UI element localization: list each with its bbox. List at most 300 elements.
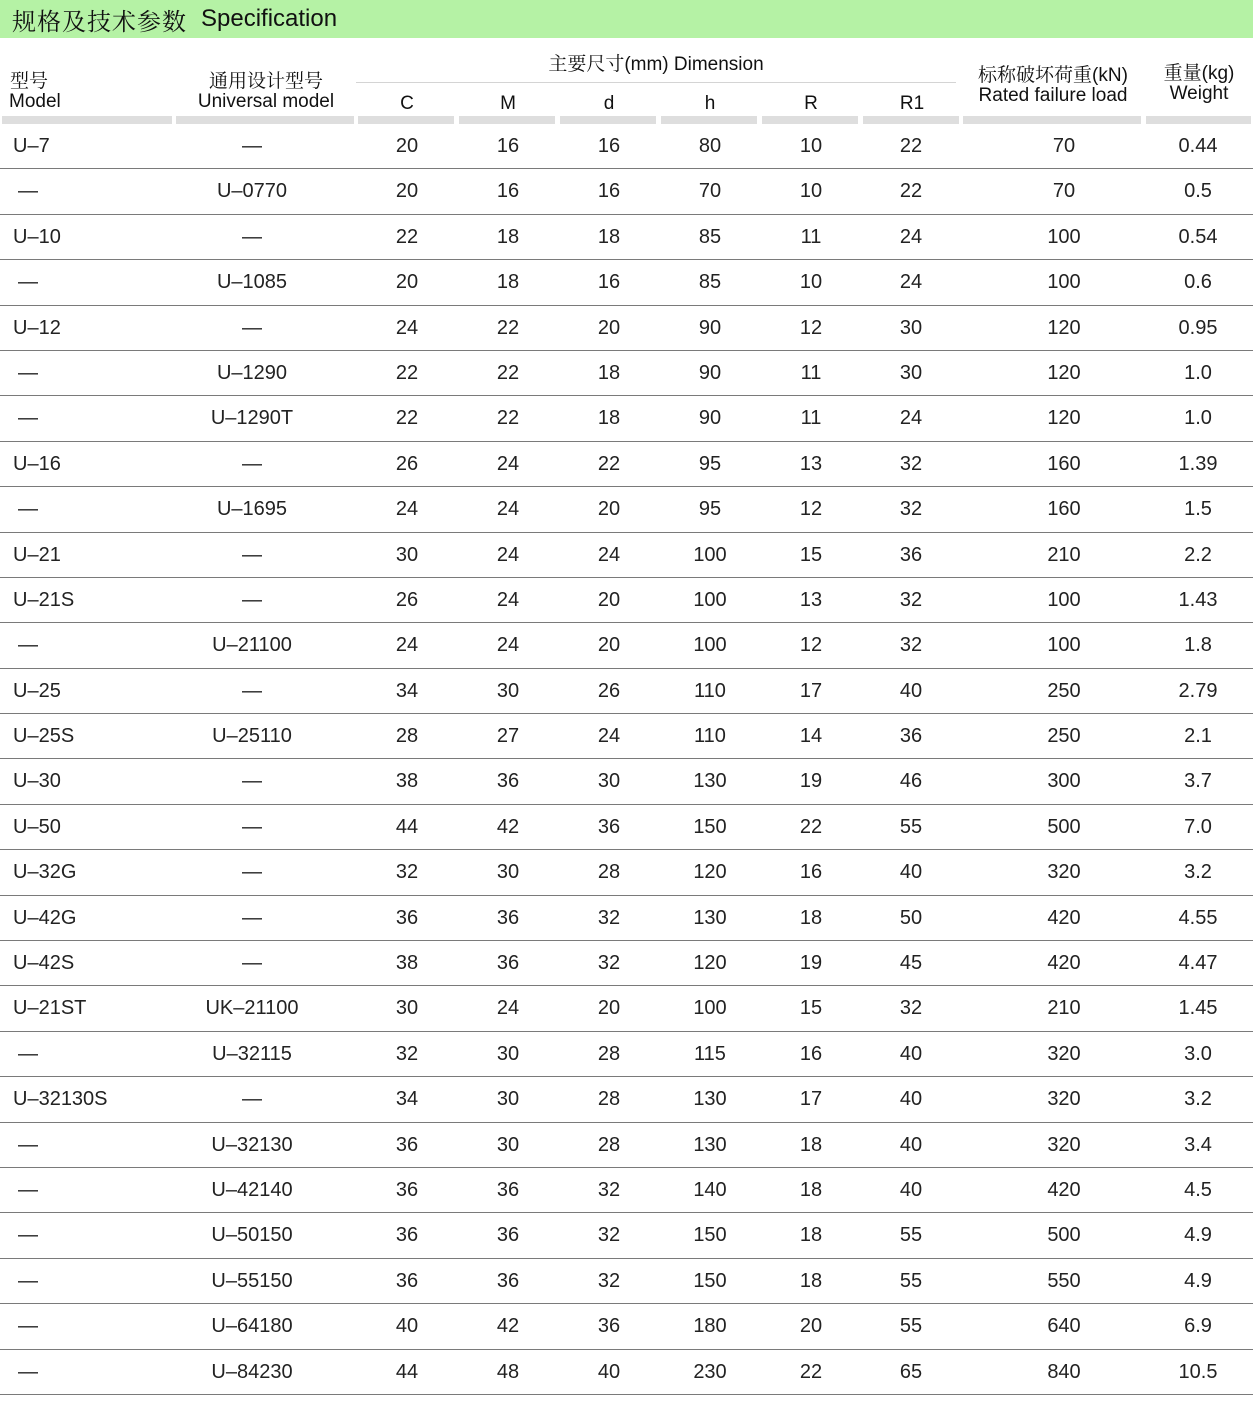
cell-r1: 32 bbox=[899, 997, 923, 1020]
cell-d: 16 bbox=[597, 271, 621, 294]
cell-load: 160 bbox=[1047, 452, 1081, 475]
header-dimension: 主要尺寸(mm) Dimension bbox=[548, 54, 764, 75]
cell-c: 24 bbox=[395, 634, 419, 657]
cell-weight: 3.0 bbox=[1184, 1042, 1212, 1065]
cell-r1: 32 bbox=[899, 634, 923, 657]
cell-h: 80 bbox=[698, 135, 722, 157]
cell-m: 30 bbox=[496, 1088, 520, 1111]
table-row bbox=[0, 1304, 1253, 1349]
cell-d: 40 bbox=[597, 1360, 621, 1383]
cell-d: 28 bbox=[597, 1088, 621, 1111]
cell-r: 22 bbox=[799, 815, 823, 838]
cell-r: 11 bbox=[800, 225, 822, 248]
cell-r: 15 bbox=[799, 543, 823, 566]
cell-weight: 3.2 bbox=[1184, 1088, 1212, 1111]
header-col-c: C bbox=[400, 93, 414, 114]
cell-r: 10 bbox=[799, 180, 823, 203]
cell-m: 30 bbox=[496, 861, 520, 884]
cell-d: 32 bbox=[597, 1178, 621, 1201]
cell-weight: 0.95 bbox=[1178, 316, 1218, 339]
cell-h: 90 bbox=[698, 361, 722, 384]
cell-d: 22 bbox=[597, 452, 621, 475]
cell-r: 18 bbox=[799, 1224, 823, 1247]
table-row bbox=[0, 169, 1253, 214]
cell-h: 120 bbox=[693, 952, 727, 975]
cell-model: U–32G bbox=[13, 861, 77, 884]
header-col-m: M bbox=[500, 93, 516, 114]
cell-h: 115 bbox=[694, 1042, 726, 1065]
cell-load: 100 bbox=[1047, 271, 1081, 294]
cell-r1: 22 bbox=[899, 135, 923, 157]
dimension-divider bbox=[356, 82, 956, 83]
cell-d: 18 bbox=[597, 407, 621, 430]
cell-d: 36 bbox=[597, 1315, 621, 1338]
table-row bbox=[0, 442, 1253, 487]
cell-c: 20 bbox=[395, 135, 419, 157]
cell-r1: 55 bbox=[899, 1269, 923, 1292]
cell-model: U–12 bbox=[13, 316, 61, 339]
cell-model: — bbox=[18, 1042, 38, 1065]
cell-model: — bbox=[18, 1315, 38, 1338]
table-row bbox=[0, 124, 1253, 169]
cell-r1: 45 bbox=[899, 952, 923, 975]
cell-m: 30 bbox=[496, 1133, 520, 1156]
cell-m: 22 bbox=[496, 316, 520, 339]
header-col-d: d bbox=[603, 93, 615, 114]
cell-m: 36 bbox=[496, 1178, 520, 1201]
cell-r1: 24 bbox=[899, 225, 923, 248]
cell-r1: 40 bbox=[899, 1042, 923, 1065]
cell-c: 36 bbox=[395, 906, 419, 929]
cell-h: 110 bbox=[694, 725, 726, 748]
cell-m: 36 bbox=[496, 952, 520, 975]
cell-load: 320 bbox=[1047, 1133, 1081, 1156]
cell-d: 16 bbox=[597, 180, 621, 203]
cell-r: 10 bbox=[799, 271, 823, 294]
header-weight-en: Weight bbox=[1169, 83, 1229, 104]
cell-m: 36 bbox=[496, 1224, 520, 1247]
cell-load: 420 bbox=[1047, 906, 1081, 929]
cell-d: 18 bbox=[597, 225, 621, 248]
cell-load: 500 bbox=[1047, 1224, 1081, 1247]
cell-load: 210 bbox=[1047, 997, 1081, 1020]
cell-r: 14 bbox=[799, 725, 823, 748]
cell-c: 36 bbox=[395, 1224, 419, 1247]
header-separator bbox=[762, 116, 858, 124]
cell-model: U–21S bbox=[13, 588, 75, 611]
cell-load: 320 bbox=[1047, 1088, 1081, 1111]
cell-h: 130 bbox=[693, 906, 727, 929]
cell-c: 22 bbox=[395, 225, 419, 248]
header-col-r: R bbox=[804, 93, 818, 114]
cell-r: 20 bbox=[799, 1315, 823, 1338]
cell-d: 20 bbox=[597, 997, 621, 1020]
cell-weight: 1.8 bbox=[1184, 634, 1212, 657]
cell-load: 100 bbox=[1047, 634, 1081, 657]
cell-weight: 0.44 bbox=[1178, 135, 1218, 157]
page-title-cn: 规格及技术参数 bbox=[12, 8, 187, 36]
cell-r1: 32 bbox=[899, 588, 923, 611]
cell-r1: 40 bbox=[899, 1088, 923, 1111]
cell-weight: 0.6 bbox=[1184, 271, 1212, 294]
cell-m: 22 bbox=[496, 407, 520, 430]
cell-model: U–16 bbox=[13, 452, 61, 475]
table-row bbox=[0, 215, 1253, 260]
cell-h: 130 bbox=[693, 770, 727, 793]
table-row bbox=[0, 941, 1253, 986]
cell-model: U–10 bbox=[13, 225, 61, 248]
header-separator bbox=[560, 116, 656, 124]
cell-h: 180 bbox=[693, 1315, 727, 1338]
cell-m: 42 bbox=[496, 815, 520, 838]
cell-weight: 0.54 bbox=[1178, 225, 1218, 248]
table-row bbox=[0, 805, 1253, 850]
header-weight-cn: 重量(kg) bbox=[1163, 63, 1235, 84]
cell-r: 17 bbox=[799, 1088, 823, 1111]
cell-h: 120 bbox=[693, 861, 727, 884]
cell-weight: 2.79 bbox=[1178, 679, 1218, 702]
cell-r1: 24 bbox=[899, 407, 923, 430]
cell-weight: 2.2 bbox=[1184, 543, 1212, 566]
cell-load: 320 bbox=[1047, 1042, 1081, 1065]
cell-c: 38 bbox=[395, 952, 419, 975]
cell-load: 840 bbox=[1047, 1360, 1081, 1383]
cell-r1: 24 bbox=[899, 271, 923, 294]
cell-h: 100 bbox=[693, 997, 727, 1020]
cell-universal-model: U–50150 bbox=[211, 1224, 293, 1247]
cell-weight: 4.55 bbox=[1178, 906, 1218, 929]
cell-m: 16 bbox=[496, 135, 520, 157]
header-separator bbox=[661, 116, 757, 124]
cell-universal-model: — bbox=[242, 588, 262, 611]
cell-r: 18 bbox=[799, 906, 823, 929]
header-separator bbox=[1146, 116, 1251, 124]
cell-universal-model: U–32130 bbox=[211, 1133, 293, 1156]
cell-model: — bbox=[18, 634, 38, 657]
cell-weight: 4.5 bbox=[1184, 1178, 1212, 1201]
table-row bbox=[0, 533, 1253, 578]
table-row bbox=[0, 714, 1253, 759]
cell-weight: 1.39 bbox=[1178, 452, 1218, 475]
cell-universal-model: U–84230 bbox=[211, 1360, 293, 1383]
cell-r1: 40 bbox=[899, 1133, 923, 1156]
cell-universal-model: U–64180 bbox=[211, 1315, 293, 1338]
cell-c: 34 bbox=[395, 679, 419, 702]
cell-m: 48 bbox=[496, 1360, 520, 1383]
cell-h: 230 bbox=[693, 1360, 727, 1383]
cell-weight: 3.7 bbox=[1184, 770, 1212, 793]
cell-h: 150 bbox=[693, 1269, 727, 1292]
cell-load: 320 bbox=[1047, 861, 1081, 884]
cell-r1: 40 bbox=[899, 861, 923, 884]
cell-c: 20 bbox=[395, 271, 419, 294]
cell-weight: 3.4 bbox=[1184, 1133, 1212, 1156]
cell-model: — bbox=[18, 407, 38, 430]
cell-c: 24 bbox=[395, 316, 419, 339]
cell-m: 36 bbox=[496, 906, 520, 929]
cell-d: 20 bbox=[597, 316, 621, 339]
table-row bbox=[0, 1213, 1253, 1258]
cell-model: — bbox=[18, 1178, 38, 1201]
cell-weight: 4.9 bbox=[1184, 1224, 1212, 1247]
cell-universal-model: — bbox=[242, 543, 262, 566]
cell-c: 24 bbox=[395, 498, 419, 521]
cell-r1: 22 bbox=[899, 180, 923, 203]
cell-universal-model: U–1290 bbox=[216, 361, 288, 384]
cell-d: 20 bbox=[597, 588, 621, 611]
cell-model: U–25 bbox=[13, 679, 61, 702]
table-row bbox=[0, 306, 1253, 351]
table-row bbox=[0, 260, 1253, 305]
header-load-cn: 标称破坏荷重(kN) bbox=[978, 65, 1128, 86]
cell-m: 30 bbox=[496, 679, 520, 702]
cell-h: 90 bbox=[698, 407, 722, 430]
header-model-cn: 型号 bbox=[10, 71, 49, 92]
spec-table-body bbox=[0, 124, 1253, 1395]
table-row bbox=[0, 896, 1253, 941]
cell-load: 70 bbox=[1052, 135, 1076, 157]
cell-h: 110 bbox=[694, 679, 726, 702]
cell-h: 140 bbox=[693, 1178, 727, 1201]
page-title-bar bbox=[0, 0, 1253, 38]
cell-universal-model: — bbox=[242, 770, 262, 793]
cell-d: 32 bbox=[597, 906, 621, 929]
cell-d: 32 bbox=[597, 1269, 621, 1292]
cell-load: 500 bbox=[1047, 815, 1081, 838]
cell-universal-model: U–25110 bbox=[212, 725, 292, 748]
cell-weight: 10.5 bbox=[1178, 1360, 1218, 1383]
cell-weight: 1.0 bbox=[1184, 407, 1212, 430]
cell-r1: 36 bbox=[899, 725, 923, 748]
cell-r: 18 bbox=[799, 1178, 823, 1201]
cell-h: 85 bbox=[698, 225, 722, 248]
cell-load: 120 bbox=[1047, 407, 1081, 430]
cell-universal-model: U–42140 bbox=[211, 1178, 293, 1201]
table-row bbox=[0, 1259, 1253, 1304]
cell-load: 640 bbox=[1047, 1315, 1081, 1338]
cell-r: 18 bbox=[799, 1133, 823, 1156]
cell-universal-model: U–55150 bbox=[211, 1269, 293, 1292]
cell-load: 100 bbox=[1047, 588, 1081, 611]
header-col-h: h bbox=[704, 93, 716, 114]
table-row bbox=[0, 1168, 1253, 1213]
cell-model: — bbox=[18, 1133, 38, 1156]
cell-c: 20 bbox=[395, 180, 419, 203]
table-row bbox=[0, 578, 1253, 623]
header-model-en: Model bbox=[9, 91, 61, 112]
header-separator bbox=[459, 116, 555, 124]
cell-weight: 3.2 bbox=[1184, 861, 1212, 884]
cell-r: 16 bbox=[799, 1042, 823, 1065]
cell-r: 18 bbox=[799, 1269, 823, 1292]
cell-d: 20 bbox=[597, 634, 621, 657]
cell-model: U–7 bbox=[13, 135, 50, 157]
cell-m: 30 bbox=[496, 1042, 520, 1065]
cell-r1: 46 bbox=[899, 770, 923, 793]
cell-d: 30 bbox=[597, 770, 621, 793]
table-row bbox=[0, 1123, 1253, 1168]
cell-universal-model: U–0770 bbox=[216, 180, 288, 203]
table-row bbox=[0, 1032, 1253, 1077]
cell-universal-model: — bbox=[242, 316, 262, 339]
cell-m: 36 bbox=[496, 1269, 520, 1292]
cell-c: 26 bbox=[395, 452, 419, 475]
cell-d: 32 bbox=[597, 952, 621, 975]
cell-model: — bbox=[18, 1224, 38, 1247]
cell-m: 42 bbox=[496, 1315, 520, 1338]
cell-load: 250 bbox=[1047, 679, 1081, 702]
cell-r: 19 bbox=[799, 952, 823, 975]
table-row bbox=[0, 396, 1253, 441]
cell-r: 10 bbox=[799, 135, 823, 157]
cell-m: 36 bbox=[496, 770, 520, 793]
cell-weight: 1.45 bbox=[1178, 997, 1218, 1020]
cell-c: 30 bbox=[395, 997, 419, 1020]
cell-weight: 7.0 bbox=[1184, 815, 1212, 838]
table-row bbox=[0, 351, 1253, 396]
cell-universal-model: — bbox=[242, 225, 262, 248]
cell-r: 11 bbox=[800, 361, 822, 384]
cell-m: 27 bbox=[496, 725, 520, 748]
cell-m: 16 bbox=[496, 180, 520, 203]
cell-c: 36 bbox=[395, 1178, 419, 1201]
cell-model: U–42S bbox=[13, 952, 75, 975]
cell-r1: 55 bbox=[899, 815, 923, 838]
cell-model: — bbox=[18, 1360, 38, 1383]
header-col-r1: R1 bbox=[899, 93, 925, 114]
cell-m: 24 bbox=[496, 634, 520, 657]
cell-m: 24 bbox=[496, 543, 520, 566]
page-title-en: Specification bbox=[201, 5, 338, 32]
cell-load: 70 bbox=[1052, 180, 1076, 203]
cell-load: 120 bbox=[1047, 361, 1081, 384]
header-separator bbox=[963, 116, 1141, 124]
cell-model: — bbox=[18, 271, 38, 294]
cell-weight: 4.47 bbox=[1178, 952, 1218, 975]
cell-universal-model: U–1085 bbox=[216, 271, 288, 294]
cell-universal-model: — bbox=[242, 906, 262, 929]
cell-d: 20 bbox=[597, 498, 621, 521]
cell-universal-model: — bbox=[242, 815, 262, 838]
cell-load: 250 bbox=[1047, 725, 1081, 748]
cell-universal-model: U–1290T bbox=[210, 407, 294, 430]
cell-universal-model: U–32115 bbox=[212, 1042, 292, 1065]
cell-c: 38 bbox=[395, 770, 419, 793]
cell-h: 85 bbox=[698, 271, 722, 294]
cell-d: 32 bbox=[597, 1224, 621, 1247]
cell-d: 36 bbox=[597, 815, 621, 838]
cell-model: — bbox=[18, 180, 38, 203]
cell-r: 12 bbox=[799, 498, 823, 521]
cell-load: 300 bbox=[1047, 770, 1081, 793]
cell-load: 210 bbox=[1047, 543, 1081, 566]
cell-h: 90 bbox=[698, 316, 722, 339]
cell-r1: 36 bbox=[899, 543, 923, 566]
header-separator bbox=[863, 116, 959, 124]
cell-model: U–50 bbox=[13, 815, 61, 838]
cell-weight: 1.5 bbox=[1184, 498, 1212, 521]
cell-r1: 40 bbox=[899, 679, 923, 702]
cell-model: — bbox=[18, 361, 38, 384]
cell-c: 22 bbox=[395, 361, 419, 384]
cell-m: 24 bbox=[496, 498, 520, 521]
cell-d: 28 bbox=[597, 1042, 621, 1065]
cell-d: 24 bbox=[597, 543, 621, 566]
cell-weight: 4.9 bbox=[1184, 1269, 1212, 1292]
cell-r1: 40 bbox=[899, 1178, 923, 1201]
cell-c: 32 bbox=[395, 861, 419, 884]
table-row bbox=[0, 850, 1253, 895]
cell-load: 120 bbox=[1047, 316, 1081, 339]
cell-h: 100 bbox=[693, 634, 727, 657]
cell-c: 22 bbox=[395, 407, 419, 430]
cell-h: 100 bbox=[693, 543, 727, 566]
cell-r1: 50 bbox=[899, 906, 923, 929]
cell-model: U–25S bbox=[13, 725, 75, 748]
cell-m: 24 bbox=[496, 452, 520, 475]
cell-weight: 6.9 bbox=[1184, 1315, 1212, 1338]
table-row bbox=[0, 1350, 1253, 1395]
cell-load: 160 bbox=[1047, 498, 1081, 521]
cell-h: 130 bbox=[693, 1088, 727, 1111]
header-load-en: Rated failure load bbox=[978, 85, 1128, 106]
cell-r: 11 bbox=[800, 407, 822, 430]
cell-h: 95 bbox=[698, 498, 722, 521]
cell-r1: 55 bbox=[899, 1224, 923, 1247]
cell-model: U–21 bbox=[13, 543, 61, 566]
header-separator bbox=[176, 116, 354, 124]
cell-universal-model: — bbox=[242, 861, 262, 884]
table-row bbox=[0, 1077, 1253, 1122]
table-row bbox=[0, 487, 1253, 532]
cell-c: 26 bbox=[395, 588, 419, 611]
cell-model: U–42G bbox=[13, 906, 77, 929]
cell-r: 12 bbox=[799, 316, 823, 339]
cell-universal-model: — bbox=[242, 135, 262, 157]
cell-r: 13 bbox=[799, 452, 823, 475]
cell-m: 24 bbox=[496, 997, 520, 1020]
cell-d: 28 bbox=[597, 1133, 621, 1156]
table-row bbox=[0, 759, 1253, 804]
cell-universal-model: — bbox=[242, 1088, 262, 1111]
cell-m: 18 bbox=[496, 225, 520, 248]
cell-c: 32 bbox=[395, 1042, 419, 1065]
cell-r1: 32 bbox=[899, 498, 923, 521]
table-row bbox=[0, 623, 1253, 668]
cell-r1: 65 bbox=[899, 1360, 923, 1383]
cell-weight: 1.43 bbox=[1178, 588, 1218, 611]
cell-weight: 2.1 bbox=[1184, 725, 1212, 748]
cell-c: 36 bbox=[395, 1269, 419, 1292]
cell-d: 16 bbox=[597, 135, 621, 157]
cell-universal-model: UK–21100 bbox=[205, 997, 299, 1020]
cell-load: 420 bbox=[1047, 952, 1081, 975]
cell-h: 130 bbox=[693, 1133, 727, 1156]
cell-weight: 0.5 bbox=[1184, 180, 1212, 203]
cell-d: 26 bbox=[597, 679, 621, 702]
cell-load: 550 bbox=[1047, 1269, 1081, 1292]
cell-h: 150 bbox=[693, 815, 727, 838]
table-row bbox=[0, 986, 1253, 1031]
cell-weight: 1.0 bbox=[1184, 361, 1212, 384]
cell-r: 16 bbox=[799, 861, 823, 884]
table-row bbox=[0, 669, 1253, 714]
cell-d: 24 bbox=[597, 725, 621, 748]
cell-r1: 30 bbox=[899, 361, 923, 384]
header-separator bbox=[358, 116, 454, 124]
cell-universal-model: U–1695 bbox=[216, 498, 288, 521]
cell-c: 30 bbox=[395, 543, 419, 566]
